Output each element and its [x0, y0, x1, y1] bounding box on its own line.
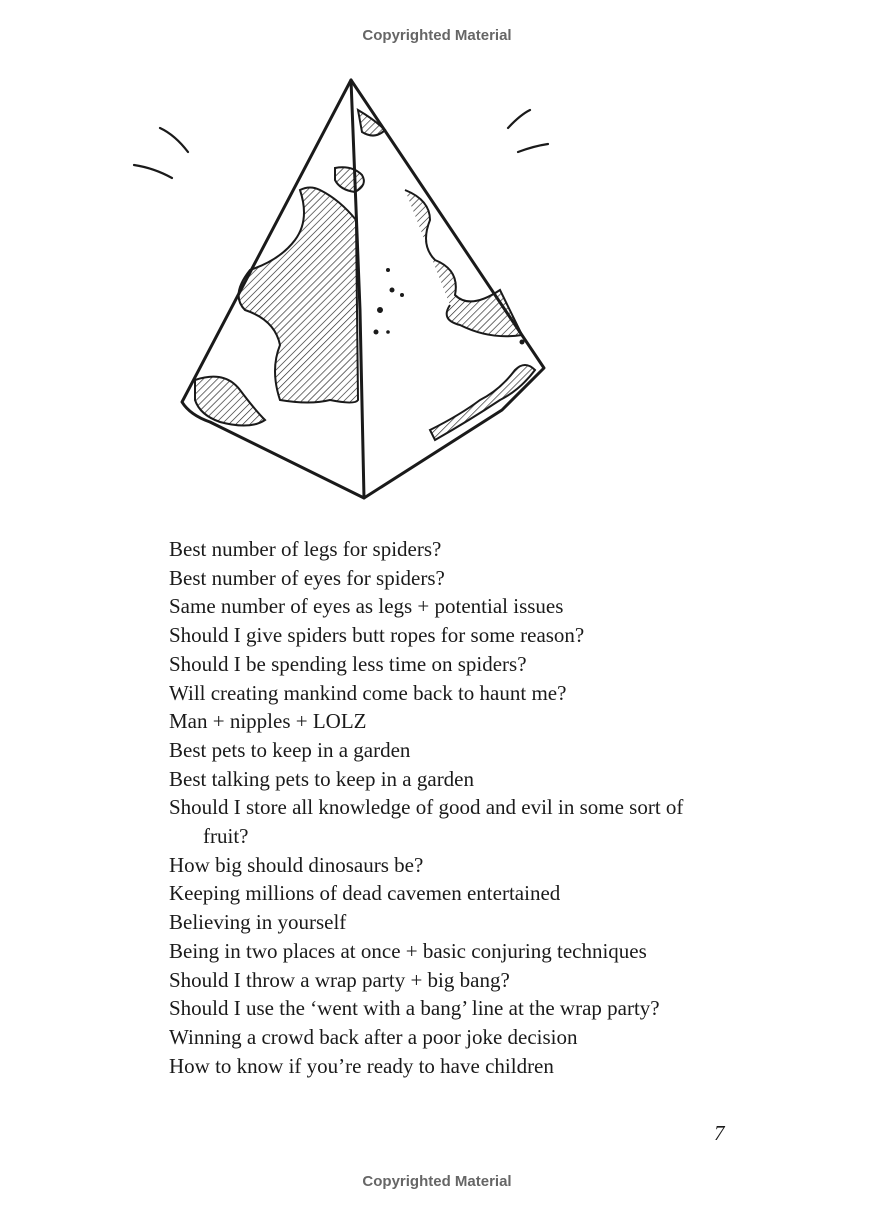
list-item: Man + nipples + LOLZ	[169, 709, 367, 734]
list-item: Best number of eyes for spiders?	[169, 565, 445, 590]
list-item: Should I be spending less time on spiders?	[169, 651, 527, 676]
list-item: Should I store all knowledge of good and evil in some sort of fruit?	[169, 795, 684, 849]
list-item: How to know if you’re ready to have children	[169, 1053, 554, 1078]
list-item: Being in two places at once + basic conjuring techniques	[169, 938, 647, 963]
copyright-banner-top: Copyrighted Material	[362, 27, 512, 44]
pyramid-globe-illustration	[130, 70, 570, 510]
list-item: Best talking pets to keep in a garden	[169, 766, 475, 791]
topic-list	[169, 535, 769, 1080]
copyright-banner-bottom: Copyrighted Material	[362, 1173, 512, 1190]
list-item: Should I give spiders butt ropes for some reason?	[169, 623, 585, 648]
list-item: Should I throw a wrap party + big bang?	[169, 967, 510, 992]
list-item: How big should dinosaurs be?	[169, 852, 424, 877]
list-item: Will creating mankind come back to haunt me?	[169, 680, 567, 705]
page-number: 7	[714, 1121, 725, 1145]
list-item: Best pets to keep in a garden	[169, 737, 411, 762]
list-item: Keeping millions of dead cavemen entertained	[169, 881, 561, 906]
list-item: Believing in yourself	[169, 910, 347, 935]
list-item: Same number of eyes as legs + potential issues	[169, 594, 564, 619]
list-item: Best number of legs for spiders?	[169, 537, 442, 561]
list-item: Winning a crowd back after a poor joke decision	[169, 1024, 578, 1049]
list-item: Should I use the ‘went with a bang’ line at the wrap party?	[169, 996, 660, 1021]
